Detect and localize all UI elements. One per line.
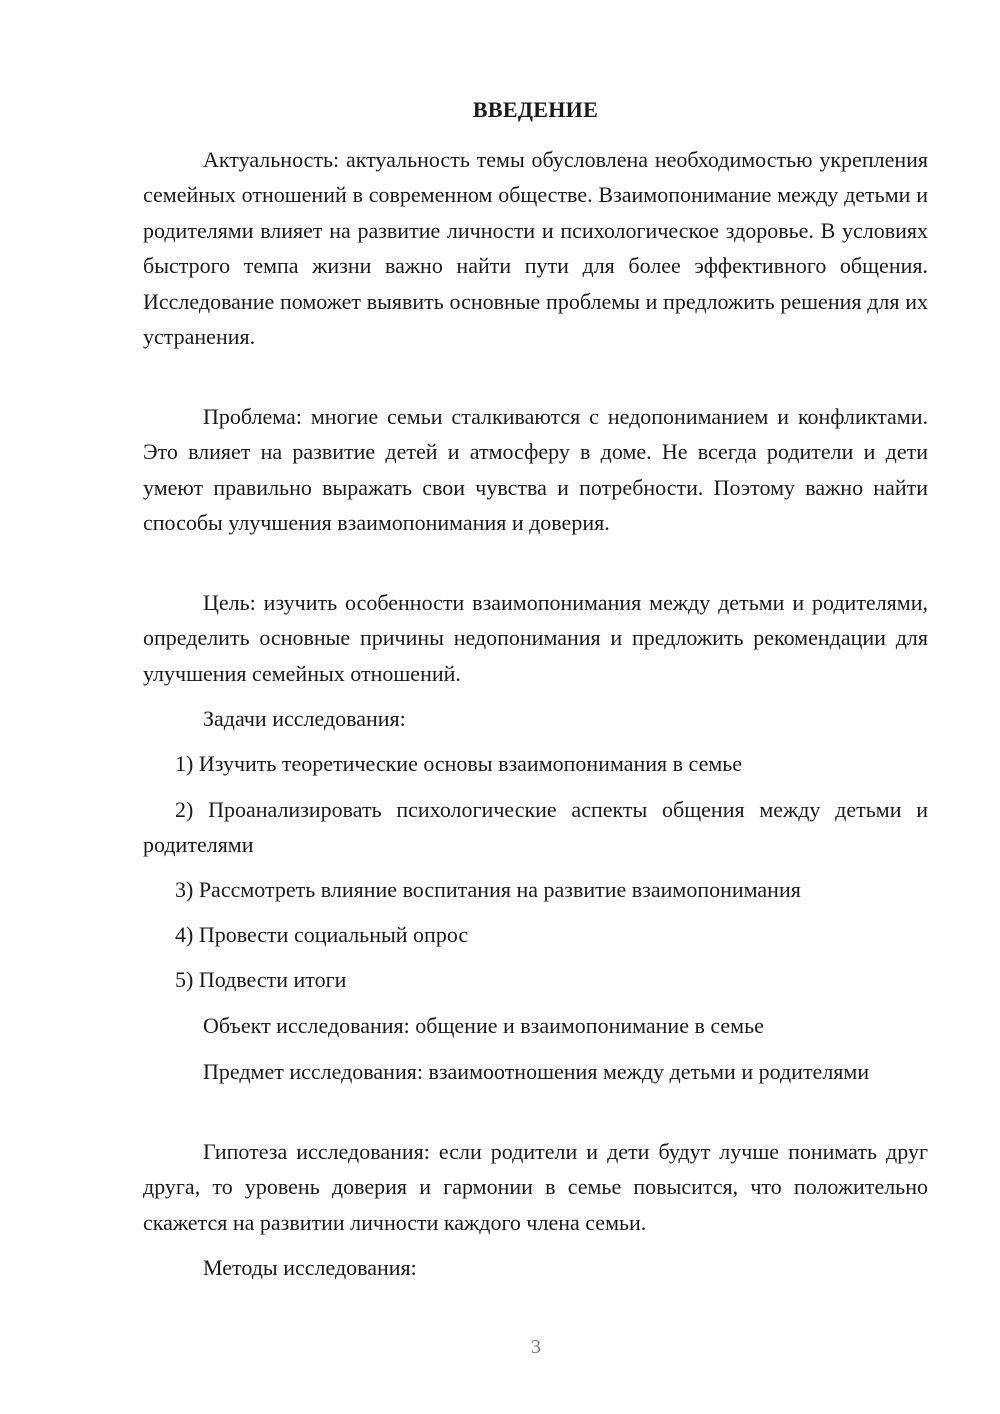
paragraph-subject: Предмет исследования: взаимоотношения между детьми и родителями (203, 1059, 870, 1084)
paragraph-methods: Методы исследования: (203, 1255, 417, 1280)
paragraph-hypothesis: Гипотеза исследования: если родители и дети будут лучше понимать друг друга, то уровень доверия и гармонии в семье повысится, что положительно скажется на развитии личности каждого члена семьи. (143, 1139, 928, 1235)
paragraph-object: Объект исследования: общение и взаимопонимание в семье (203, 1013, 764, 1038)
list-item-task-5: 5) Подвести итоги (175, 967, 347, 992)
paragraph-problem: Проблема: многие семьи сталкиваются с недопониманием и конфликтами. Это влияет на развитие детей и атмосферу в доме. Не всегда родители и дети умеют правильно выражать свои чувства и потребности. Поэтому важно найти способы улучшения взаимопонимания и доверия. (143, 404, 928, 536)
paragraph-relevance: Актуальность: актуальность темы обусловлена необходимостью укрепления семейных отношений в современном обществе. Взаимопонимание между детьми и родителями влияет на развитие личности и психологическое здоровье. В условиях быстрого темпа жизни важно найти пути для более эффективного общения. Исследование поможет выявить основные проблемы и предложить решения для их устранения. (143, 147, 928, 350)
paragraph-tasks-heading: Задачи исследования: (203, 706, 406, 731)
page-title: ВВЕДЕНИЕ (472, 97, 599, 122)
paragraph-goal: Цель: изучить особенности взаимопонимания между детьми и родителями, определить основные причины недопонимания и предложить рекомендации для улучшения семейных отношений. (143, 590, 928, 686)
list-item-task-3: 3) Рассмотреть влияние воспитания на развитие взаимопонимания (175, 877, 801, 902)
page-number: 3 (531, 1336, 541, 1358)
list-item-task-1: 1) Изучить теоретические основы взаимопонимания в семье (175, 751, 743, 776)
list-item-task-2: 2) Проанализировать психологические аспекты общения между детьми и родителями (143, 797, 928, 858)
list-item-task-4: 4) Провести социальный опрос (175, 922, 469, 947)
